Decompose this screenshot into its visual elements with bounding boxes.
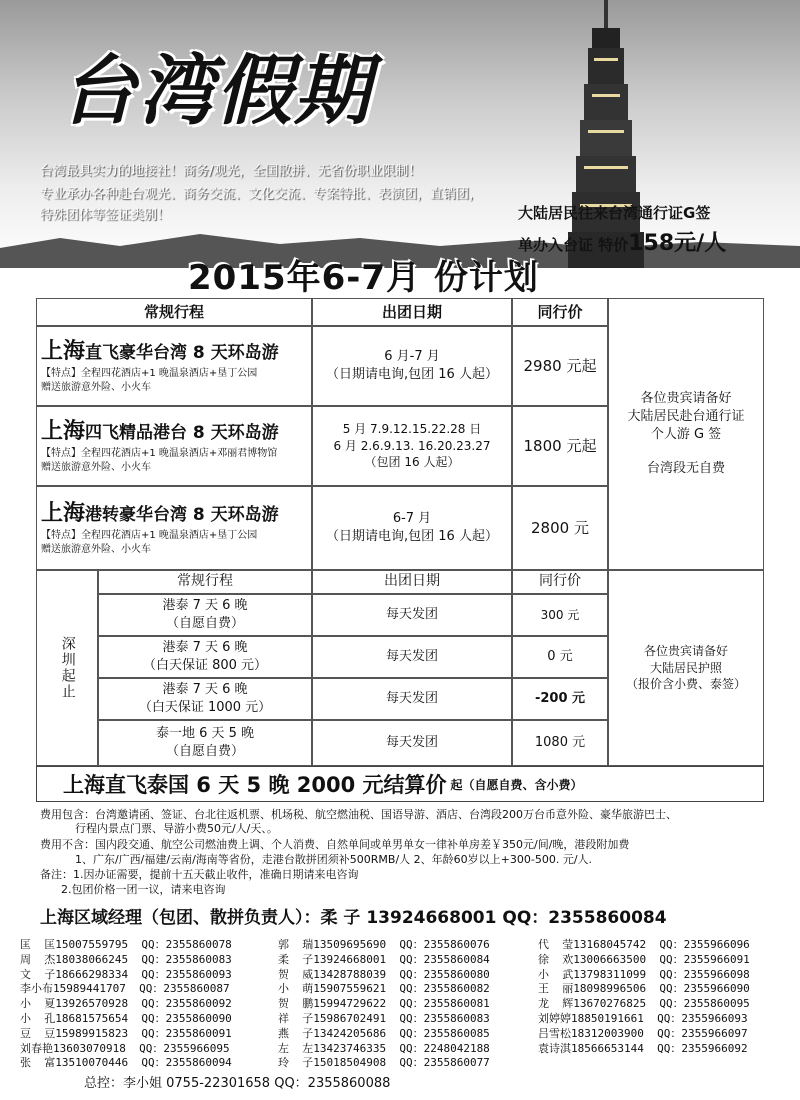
contact-entry: 贺 鹏15994729622 QQ：2355860081 xyxy=(278,997,490,1011)
contact-entry: 玲 子15018504908 QQ：2355860077 xyxy=(278,1056,490,1070)
t1-row2-date-line: 5 月 7.9.12.15.22.28 日 xyxy=(342,421,482,436)
fee-exclude-2: 1、广东/广西/福建/云南/海南等省份，走港台散拼团须补500RMB/人 2、年龄60岁以上+300-500. 元/人. xyxy=(40,853,593,866)
contacts-col-2 xyxy=(278,938,490,1071)
t1-row1-city: 上海 xyxy=(41,338,86,364)
contact-entry: 周 杰18038066245 QQ：2355860083 xyxy=(20,952,232,966)
t1-row1-route xyxy=(36,326,312,406)
t2-row2-price: 0 元 xyxy=(512,636,608,678)
t2-row2-route-line: （白天保证 800 元） xyxy=(142,658,268,673)
contact-entry: 柔 子13924668001 QQ：2355860084 xyxy=(278,952,490,966)
t2-row1-price: 300 元 xyxy=(512,594,608,636)
contact-entry: 豆 豆15989915823 QQ：2355860091 xyxy=(20,1026,232,1040)
contact-entry: 燕 子13424205686 QQ：2355860085 xyxy=(278,1026,490,1040)
contact-entry: 刘婷婷18850191661 QQ：2355966093 xyxy=(538,1011,748,1025)
t1-row3-date-line: 6-7 月 xyxy=(392,510,432,526)
fee-include-2: 行程内景点门票、导游小费50元/人/天、。 xyxy=(40,822,278,835)
t1-row1-price: 2980 元起 xyxy=(512,326,608,406)
t1-row2-feature: 【特点】全程四花酒店+1 晚温泉酒店+邓丽君博物馆 xyxy=(41,448,278,460)
t1-row2-dates xyxy=(312,406,512,486)
contact-entry: 小 夏13926570928 QQ：2355860092 xyxy=(20,997,232,1011)
t1-header-route: 常规行程 xyxy=(36,298,312,326)
contact-entry: 小 孔18681575654 QQ：2355860090 xyxy=(20,1011,232,1025)
t1-row1-title xyxy=(41,337,279,368)
contact-entry: 龙 辉13670276825 QQ：2355860095 xyxy=(538,997,750,1011)
contact-entry: 刘春艳13603070918 QQ：2355966095 xyxy=(20,1041,230,1055)
page-title: 台湾假期 xyxy=(60,46,372,135)
remark-2: 2.包团价格一团一议，请来电咨询 xyxy=(40,883,226,896)
contacts-col-1 xyxy=(20,938,232,1071)
t2-row4-price: 1080 元 xyxy=(512,720,608,766)
t2-row4-route-line: 泰一地 6 天 5 晚 xyxy=(155,725,255,741)
t1-row3-dates xyxy=(312,486,512,570)
visa-line-1: 大陆居民往来台湾通行证G签 xyxy=(518,204,711,222)
t1-side-note xyxy=(608,298,764,570)
contact-entry: 匡 匡15007559795 QQ：2355860078 xyxy=(20,938,232,951)
t1-row1-gift: 赠送旅游意外险、小火车 xyxy=(41,382,151,394)
footer-contact: 总控：李小姐 0755-22301658 QQ：2355860088 xyxy=(84,1076,391,1091)
t2-row2-route xyxy=(98,636,312,678)
t2-row3-price: -200 元 xyxy=(512,678,608,720)
contact-entry: 吕雪松18312003900 QQ：2355966097 xyxy=(538,1026,748,1040)
promo-line xyxy=(36,766,764,802)
t2-side-note-line: 各位贵宾请备好 xyxy=(643,643,728,658)
t2-row4-route-line: （自愿自费） xyxy=(165,744,244,759)
contact-entry: 袁诗淇18566653144 QQ：2355966092 xyxy=(538,1041,748,1055)
t2-row2-date: 每天发团 xyxy=(312,636,512,678)
contact-entry: 小 萌15907559621 QQ：2355860082 xyxy=(278,982,490,996)
t2-row4-route xyxy=(98,720,312,766)
t1-side-note-line: 大陆居民赴台通行证 xyxy=(627,408,745,424)
fee-include-1: 费用包含：台湾邀请函、签证、台北往返机票、机场税、航空燃油税、国语导游、酒店、台湾段200万台币意外险、豪华旅游巴士、 xyxy=(40,808,677,821)
t1-side-note-line: 个人游 G 签 xyxy=(650,427,722,442)
contact-entry: 文 子18666298334 QQ：2355860093 xyxy=(20,967,232,981)
contact-entry: 左 左13423746335 QQ：2248042188 xyxy=(278,1041,490,1055)
visa-line-2 xyxy=(518,226,726,257)
t1-row3-city: 上海 xyxy=(41,500,86,526)
header-banner xyxy=(0,0,800,268)
contact-entry: 王 丽18098996506 QQ：2355966090 xyxy=(538,982,750,996)
t2-row4-date: 每天发团 xyxy=(312,720,512,766)
contact-entry: 祥 子15986702491 QQ：2355860083 xyxy=(278,1011,490,1025)
t2-origin: 深圳起止 xyxy=(36,570,98,766)
t1-row3-route xyxy=(36,486,312,570)
t2-side-note-line: （报价含小费、泰签） xyxy=(625,677,746,692)
contacts-col-3 xyxy=(538,938,750,1056)
t1-row3-title xyxy=(41,499,279,530)
remark-1: 备注：1.因办证需要，提前十五天截止收件，准确日期请来电咨询 xyxy=(40,868,359,881)
contact-entry: 郭 瑞13509695690 QQ：2355860076 xyxy=(278,938,490,951)
t2-row1-date: 每天发团 xyxy=(312,594,512,636)
regional-manager: 上海区域经理（包团、散拼负责人）：柔 子 13924668001 QQ：2355860084 xyxy=(40,908,667,928)
fee-exclude-1: 费用不含：国内段交通、航空公司燃油费上调、个人消费、自然单间或单男单女一律补单房差￥350元/间/晚，港段附加费 xyxy=(40,838,630,851)
intro-line-3: 特殊团体等签证类别！ xyxy=(40,208,171,223)
contact-entry: 贺 威13428788039 QQ：2355860080 xyxy=(278,967,490,981)
t2-side-note xyxy=(608,570,764,766)
t1-side-note-line: 台湾段无自费 xyxy=(646,461,725,477)
t1-row2-title xyxy=(41,417,279,448)
t1-row1-feature: 【特点】全程四花酒店+1 晚温泉酒店+垦丁公园 xyxy=(41,368,258,380)
t1-row1-route-text: 直飞豪华台湾 8 天环岛游 xyxy=(85,342,279,363)
t1-header-price: 同行价 xyxy=(512,298,608,326)
plan-title: 2015年6-7月 份计划 xyxy=(188,258,539,298)
t2-row1-route-line: 港泰 7 天 6 晚 xyxy=(162,597,248,613)
contact-entry: 代 莹13168045742 QQ：2355966096 xyxy=(538,938,750,951)
t2-header-route: 常规行程 xyxy=(98,570,312,594)
contact-entry: 徐 欢13006663500 QQ：2355966091 xyxy=(538,952,750,966)
t1-row2-gift: 赠送旅游意外险、小火车 xyxy=(41,462,151,474)
contact-entry: 李小布15989441707 QQ：2355860087 xyxy=(20,982,230,996)
t1-row3-gift: 赠送旅游意外险、小火车 xyxy=(41,544,151,556)
t2-row1-route xyxy=(98,594,312,636)
t1-row1-dates xyxy=(312,326,512,406)
t1-row2-route-text: 四飞精品港台 8 天环岛游 xyxy=(85,422,279,443)
t2-row3-route xyxy=(98,678,312,720)
t2-row2-route-line: 港泰 7 天 6 晚 xyxy=(162,639,248,655)
visa-line-2-text: 单办入台证 特价 xyxy=(518,236,629,254)
intro-line-2: 专业承办各种赴台观光、商务交流、文化交流、专案特批、表演团，直销团， xyxy=(40,187,483,202)
contact-entry: 小 武13798311099 QQ：2355966098 xyxy=(538,967,750,981)
t2-side-note-line: 大陆居民护照 xyxy=(649,660,722,675)
t1-row3-route-text: 港转豪华台湾 8 天环岛游 xyxy=(85,504,279,525)
t1-row2-price: 1800 元起 xyxy=(512,406,608,486)
t1-row3-date-line: （日期请电询,包团 16 人起） xyxy=(326,529,498,544)
t1-row2-date-line: （包团 16 人起） xyxy=(364,455,460,470)
t1-side-note-line: 各位贵宾请备好 xyxy=(640,390,732,406)
t1-row2-city: 上海 xyxy=(41,418,86,444)
t2-row1-route-line: （自愿自费） xyxy=(165,616,244,631)
t2-header-date: 出团日期 xyxy=(312,570,512,594)
t1-row3-feature: 【特点】全程四花酒店+1 晚温泉酒店+垦丁公园 xyxy=(41,530,258,542)
t1-row1-date-line: 6 月-7 月 xyxy=(384,348,440,364)
t2-row3-route-line: 港泰 7 天 6 晚 xyxy=(162,681,248,697)
t1-row2-date-line: 6 月 2.6.9.13. 16.20.23.27 xyxy=(333,438,491,453)
t1-row3-price: 2800 元 xyxy=(512,486,608,570)
intro-line-1: 台湾最具实力的地接社！商务/观光，全国散拼、无省份职业限制！ xyxy=(40,164,422,179)
promo-text: 上海直飞泰国 6 天 5 晚 2000 元结算价 xyxy=(63,773,447,797)
contact-entry: 张 富13510070446 QQ：2355860094 xyxy=(20,1056,232,1070)
t1-header-date: 出团日期 xyxy=(312,298,512,326)
t1-row1-date-line: （日期请电询,包团 16 人起） xyxy=(326,367,498,382)
t2-row3-date: 每天发团 xyxy=(312,678,512,720)
visa-price: 158元/人 xyxy=(628,231,727,256)
t2-row3-route-line: （白天保证 1000 元） xyxy=(138,700,272,715)
t2-header-price: 同行价 xyxy=(512,570,608,594)
t1-row2-route xyxy=(36,406,312,486)
promo-suffix: 起（自愿自费、含小费） xyxy=(450,777,583,792)
